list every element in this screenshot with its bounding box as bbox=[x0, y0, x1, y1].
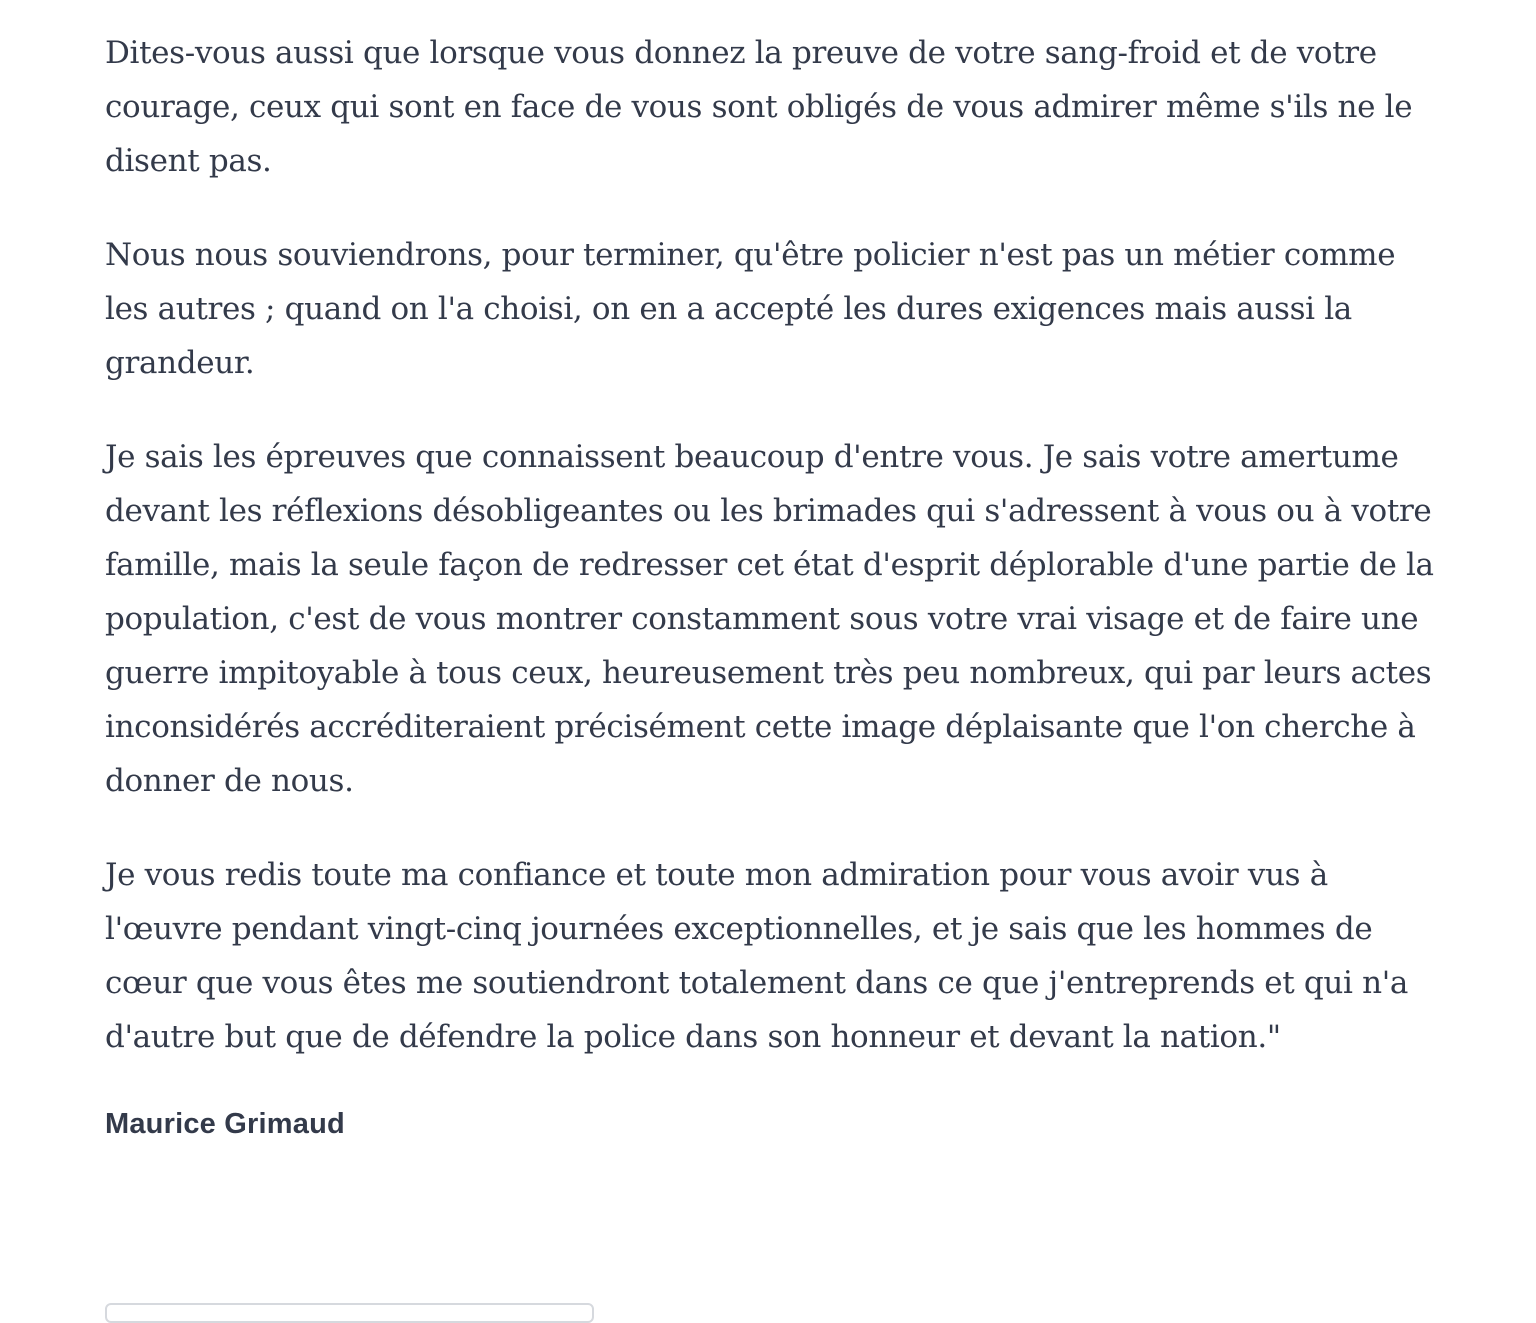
article-body bbox=[105, 26, 1435, 1144]
article-paragraph: Nous nous souviendrons, pour terminer, qu'être policier n'est pas un métier comme les autres ; quand on l'a choisi, on en a accepté les dures exigences mais aussi la grandeur. bbox=[105, 237, 1396, 381]
article-paragraph: Je vous redis toute ma confiance et toute mon admiration pour vous avoir vus à l'œuvre pendant vingt-cinq journées exceptionnelles, et je sais que les hommes de cœur que vous êtes me soutiendront totalement dans ce que j'entreprends et qui n'a d'autre but que de défendre la police dans son honneur et devant la nation." bbox=[105, 857, 1409, 1055]
author-signature: Maurice Grimaud bbox=[105, 1108, 345, 1140]
bottom-card-edge bbox=[105, 1303, 594, 1323]
article-paragraph: Je sais les épreuves que connaissent beaucoup d'entre vous. Je sais votre amertume devant les réflexions désobligeantes ou les brimades qui s'adressent à vous ou à votre famille, mais la seule façon de redresser cet état d'esprit déplorable d'une partie de la population, c'est de vous montrer constamment sous votre vrai visage et de faire une guerre impitoyable à tous ceux, heureusement très peu nombreux, qui par leurs actes inconsidérés accréditeraient précisément cette image déplaisante que l'on cherche à donner de nous. bbox=[105, 439, 1434, 799]
article-paragraph: Dites-vous aussi que lorsque vous donnez la preuve de votre sang-froid et de votre courage, ceux qui sont en face de vous sont obligés de vous admirer même s'ils ne le disent pas. bbox=[105, 35, 1413, 179]
